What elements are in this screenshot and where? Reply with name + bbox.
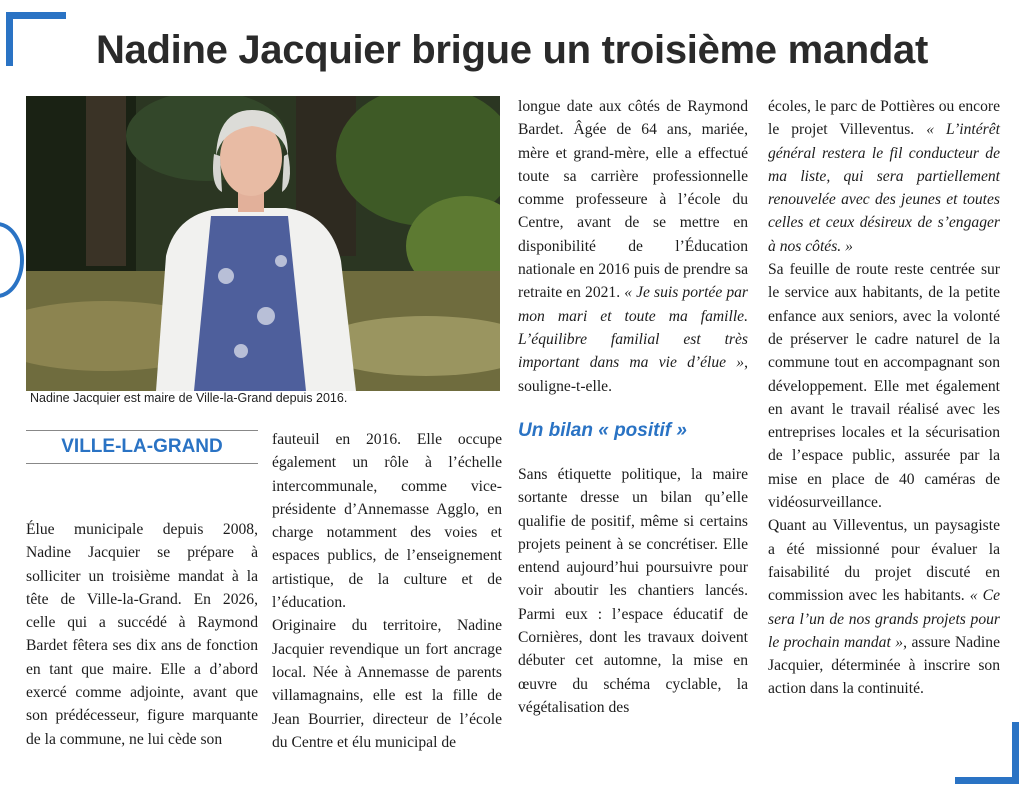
article-column-3-top: longue date aux côtés de Raymond Bardet. Âgée de 64 ans, mariée, mère et grand-mère, elle a effectué toute sa carrière professionnelle comme professeure à l’école du Centre, avant de se mettre en disponibilité de l’Éducation nationale en 2016 puis de prendre sa retraite en 2021. « Je suis portée par mon mari et toute ma famille. L’équilibre familial est très important dans ma vie d’élue », souligne-t-elle. <box>518 98 749 395</box>
section-label: VILLE-LA-GRAND <box>26 430 258 464</box>
quote-next-mandate: « Ce sera l’un de nos grands projets pour le prochain mandat » <box>768 587 1000 651</box>
headline: Nadine Jacquier brigue un troisième mandat <box>95 28 929 72</box>
quote-family: « Je suis portée par mon mari et toute ma famille. L’équilibre familial est très important dans ma vie d’élue » <box>518 284 749 372</box>
paragraph-intro: Élue municipale depuis 2008, Nadine Jacquier se prépare à solliciter un troisième mandat à la tête de Ville-la-Grand. En 2026, celle qui a succédé à Raymond Bardet fêtera ses dix ans de fonction en tant que maire. Elle a d’abord exercé comme adjointe, avant que son prédécesseur, figure marquante de la commune, ne lui cède son <box>26 521 258 748</box>
article-column-1 <box>26 518 258 751</box>
photo-caption: Nadine Jacquier est maire de Ville-la-Grand depuis 2016. <box>30 391 348 405</box>
quote-general-interest: « L’intérêt général restera le fil conducteur de ma liste, qui sera partiellement renouvelée avec des jeunes et toutes celles et ceux désireux de s’engager à nos côtés. » <box>768 121 1000 255</box>
corner-bracket-bottom-right <box>955 722 1019 784</box>
portrait-photo[interactable] <box>26 96 500 391</box>
article-column-4: écoles, le parc de Pottières ou encore le projet Villeventus. « L’intérêt général restera le fil conducteur de ma liste, qui sera partiellement renouvelée avec des jeunes et toutes celles et ceux désireux de s’engager à nos côtés. » Sa feuille de route reste centrée sur le service aux habitants, de la petite enfance aux seniors, avec la volonté de préserver le cadre naturel de la commune tout en accompagnant son développement. Elle met également en avant le travail réalisé avec les entreprises locales et la sécurisation de l’espace public, assurée par la mise en place de 40 caméras de vidéosurveillance. Quant au Villeventus, un paysagiste a été missionné pour évaluer la faisabilité du projet discuté en commission avec les habitants. « Ce sera l’un de nos grands projets pour le prochain mandat », assure Nadine Jacquier, déterminée à inscrire son action dans la continuité. <box>768 98 1000 698</box>
subhead: Un bilan « positif » <box>518 420 687 441</box>
article-column-2: fauteuil en 2016. Elle occupe également un rôle à l’échelle intercommunale, comme vice-présidente d’Annemasse Agglo, en charge notamment des voies et espaces publics, de l’enseignement artistique, de la culture et de l’éducation. Originaire du territoire, Nadine Jacquier revendique un fort ancrage local. Née à Annemasse de parents villamagnains, elle est la fille de Jean Bourrier, directeur de l’école du Centre et élu municipal de <box>272 431 502 751</box>
article-column-3-bottom: Sans étiquette politique, la maire sortante dresse un bilan qu’elle qualifie de positif, même si certains projets peinent à se concrétiser. Elle entend aujourd’hui poursuivre pour voir aboutir les chantiers lancés. Parmi eux : l’espace éducatif de Cornières, dont les travaux doivent débuter cet automne, la mise en œuvre du schéma cyclable, la végétalisation des <box>518 466 748 716</box>
page-edge-circle-icon <box>0 222 24 298</box>
